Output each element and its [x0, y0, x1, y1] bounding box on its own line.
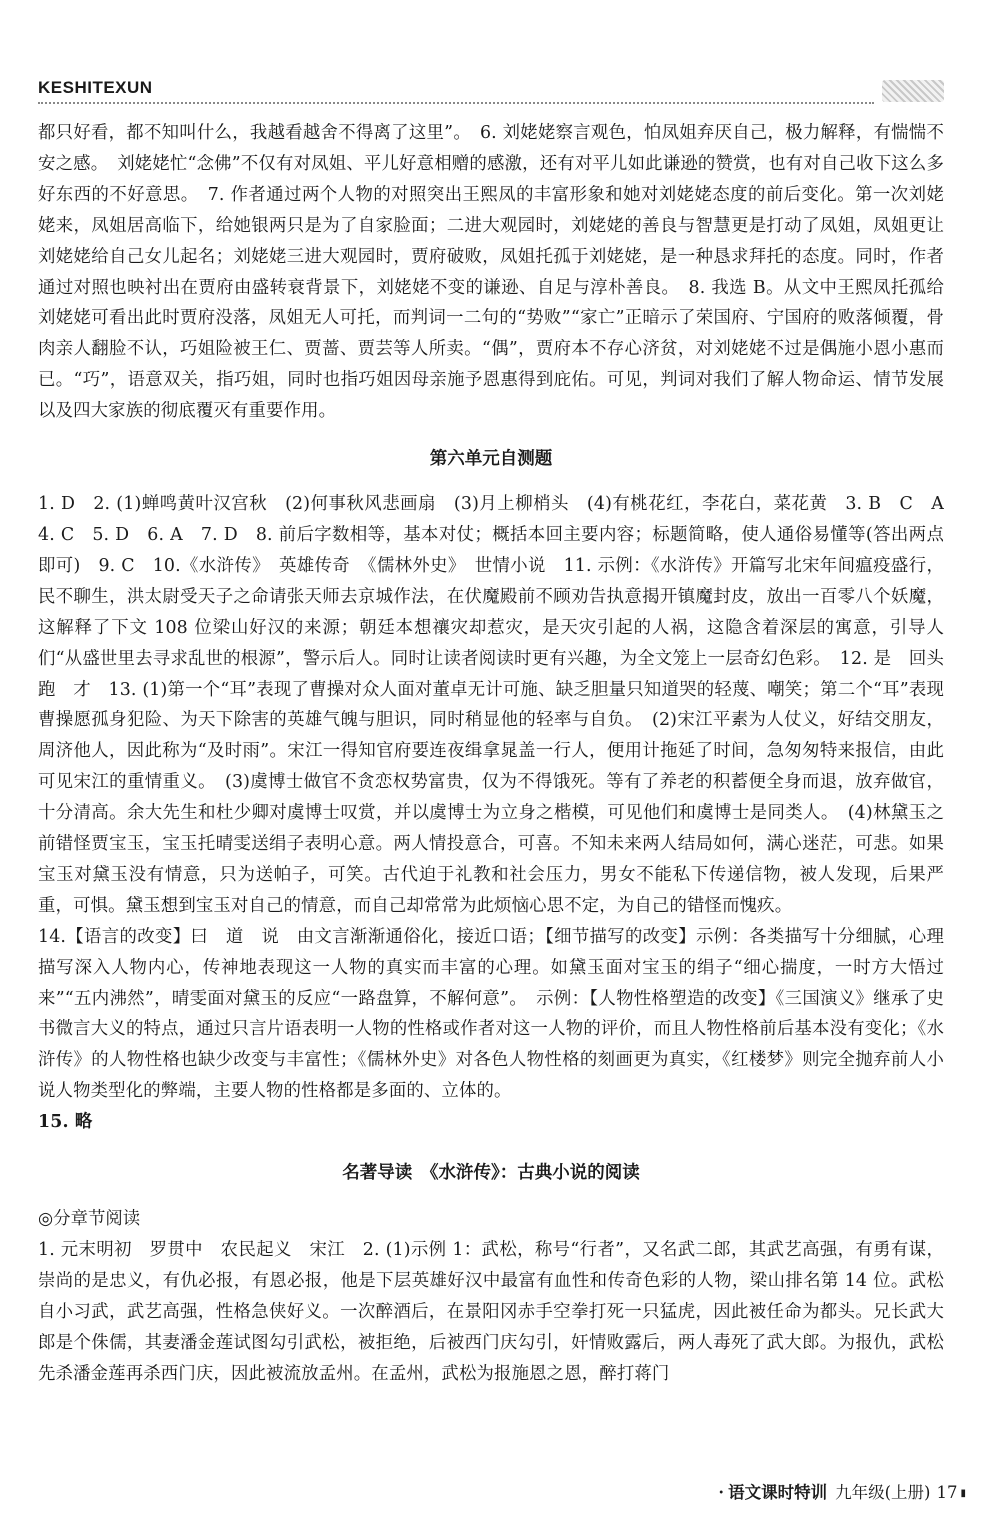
answer-paragraph: 都只好看，都不知叫什么，我越看越舍不得离了这里”。 6. 刘姥姥察言观色，怕凤姐弃厌自己，极力解释，有惴惴不安之感。 刘姥姥忙“念佛”不仅有对凤姐、平儿好意相赠的感激，还有对平儿如此谦逊的赞赏，也有对自己收下这么多好东西的不好意思。 7. 作者通过两个人物的对照突出王熙凤的丰富形象和她对刘姥姥态度的前后变化。第一次刘姥姥来，凤姐居高临下，给她银两只是为了自家脸面；二进大观园时，刘姥姥的善良与智慧更是打动了凤姐，凤姐更让刘姥姥给自己女儿起名；刘姥姥三进大观园时，贾府破败，凤姐托孤于刘姥姥，是一种恳求拜托的态度。同时，作者通过对照也映衬出在贾府由盛转衰背景下，刘姥姥不变的谦逊、自足与淳朴善良。 8. 我选 B。从文中王熙凤托孤给刘姥姥可看出此时贾府没落，凤姐无人可托，而判词一二句的“势败”“家亡”正暗示了荣国府、宁国府的败落倾覆，骨肉亲人翻脸不认，巧姐险被王仁、贾蔷、贾芸等人所卖。“偶”，贾府本不存心济贫，对刘姥姥不过是偶施小恩小惠而已。“巧”，语意双关，指巧姐，同时也指巧姐因母亲施予恩惠得到庇佑。可见，判词对我们了解人物命运、情节发展以及四大家族的彻底覆灭有重要作用。 — [38, 123, 944, 422]
answer-paragraph: 14.【语言的改变】曰 道 说 由文言渐渐通俗化，接近口语；【细节描写的改变】示例：各类描写十分细腻，心理描写深入人物内心，传神地表现这一人物的真实而丰富的心理。如黛玉面对宝玉的绢子“细心揣度，一时方大悟过来”“五内沸然”，晴雯面对黛玉的反应“一路盘算，不解何意”。 示例：【人物性格塑造的改变】《三国演义》继承了史书微言大义的特点，通过只言片语表明一人物的性格或作者对这一人物的评价，而且人物性格前后基本没有变化；《水浒传》的人物性格也缺少改变与丰富性；《儒林外史》对各色人物性格的刻画更为真实，《红楼梦》则完全抛弃前人小说人物类型化的弊端，主要人物的性格都是多面的、立体的。 — [38, 926, 944, 1102]
header-ornament — [882, 80, 944, 102]
brand-label: KESHITEXUN — [38, 78, 153, 97]
running-header — [38, 78, 944, 112]
footer-bullet: • — [718, 1487, 725, 1499]
unit-test-title: 第六单元自测题 — [429, 449, 553, 470]
header-divider — [38, 102, 874, 104]
answer-paragraph: 1. D 2. (1)蝉鸣黄叶汉宫秋 (2)何事秋风悲画扇 (3)月上柳梢头 (4)有桃花红，李花白，菜花黄 3. B C A 4. C 5. D 6. A 7. D 8. 前后字数相等，基本对仗；概括本回主要内容；标题简略，使人通俗易懂等(答出两点即可) 9. C 10.《水浒传》 英雄传奇 《儒林外史》 世情小说 11. 示例：《水浒传》开篇写北宋年间瘟疫盛行，民不聊生，洪太尉受天子之命请张天师去京城作法，在伏魔殿前不顾劝告执意揭开镇魔封皮，放出一百零八个妖魔，这解释了下文 108 位梁山好汉的来源；朝廷本想禳灾却惹灾，是天灾引起的人祸，这隐含着深层的寓意，引导人们“从盛世里去寻求乱世的根源”，警示后人。同时让读者阅读时更有兴趣，为全文笼上一层奇幻色彩。 12. 是 回头 跑 才 13. (1)第一个“耳”表现了曹操对众人面对董卓无计可施、缺乏胆量只知道哭的轻蔑、嘲笑；第二个“耳”表现曹操愿孤身犯险、为天下除害的英雄气魄与胆识，同时稍显他的轻率与自负。 (2)宋江平素为人仗义，好结交朋友，周济他人，因此称为“及时雨”。宋江一得知官府要连夜缉拿晁盖一行人，便用计拖延了时间，急匆匆特来报信，由此可见宋江的重情重义。 (3)虞博士做官不贪恋权势富贵，仅为不得饿死。等有了养老的积蓄便全身而退，放弃做官，十分清高。余大先生和杜少卿对虞博士叹赏，并以虞博士为立身之楷模，可见他们和虞博士是同类人。 (4)林黛玉之前错怪贾宝玉，宝玉托晴雯送绢子表明心意。两人情投意合，可喜。不知未来两人结局如何，满心迷茫，可悲。如果宝玉对黛玉没有情意，只为送帕子，可笑。古代迫于礼教和社会压力，男女不能私下传递信物，被人发现，后果严重，可惧。黛玉想到宝玉对自己的情意，而自己却常常为此烦恼心思不定，为自己的错怪而愧疚。 — [38, 494, 962, 916]
page-footer — [718, 1479, 966, 1507]
grade-label: 九年级(上册) — [835, 1483, 931, 1502]
notable-reading-title: 名著导读 《水浒传》：古典小说的阅读 — [342, 1163, 640, 1184]
page-number: 17 — [936, 1483, 958, 1502]
page-body — [38, 118, 962, 1390]
page-mark-icon: ▮ — [960, 1487, 966, 1499]
book-title: 语文课时特训 — [728, 1483, 828, 1502]
answer-paragraph: 15. 略 — [38, 1112, 93, 1133]
chapter-reading-subheading: ◎分章节阅读 — [38, 1209, 141, 1230]
answer-paragraph: 1. 元末明初 罗贯中 农民起义 宋江 2. (1)示例 1：武松，称号“行者”，又名武二郎，其武艺高强，有勇有谋，崇尚的是忠义，有仇必报，有恩必报，他是下层英雄好汉中最富有血性和传奇色彩的人物，梁山排名第 14 位。武松自小习武，武艺高强，性格急侠好义。一次醉酒后，在景阳冈赤手空拳打死一只猛虎，因此被任命为都头。兄长武大郎是个侏儒，其妻潘金莲试图勾引武松，被拒绝，后被西门庆勾引，奸情败露后，两人毒死了武大郎。为报仇，武松先杀潘金莲再杀西门庆，因此被流放孟州。在孟州，武松为报施恩之恩，醉打蒋门 — [38, 1240, 944, 1384]
